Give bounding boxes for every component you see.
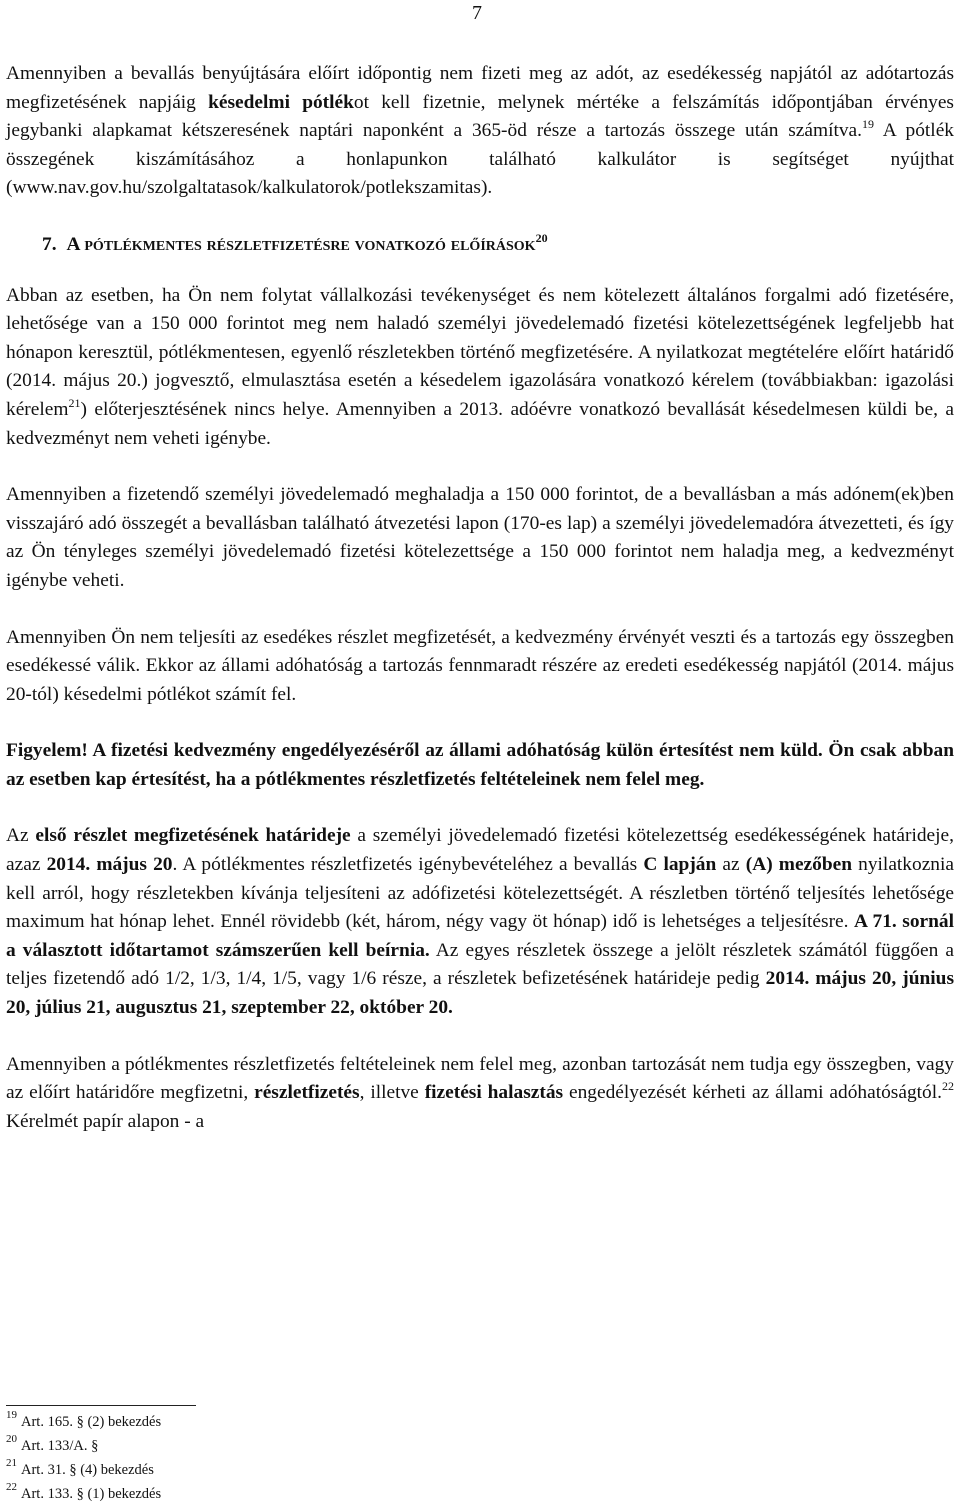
footnote-ref-21: 21: [68, 395, 81, 410]
p1-text-a: Amennyiben a bevallás benyújtására előírt időpontig nem fizeti meg az adót, az esedékesség napjától az adótartozás megfizetésének napjáig: [6, 63, 954, 113]
p7-text-e: engedélyezését kérheti az állami adóhatóságtól.: [563, 1082, 942, 1104]
document-body: [6, 60, 954, 1164]
footnote-number: 19: [6, 1409, 17, 1421]
footnote-separator: [6, 1405, 196, 1406]
p1-text-d: A pótlék összegének kiszámításához a honlapunkon található kalkulátor is segítséget nyújthat (www.nav.gov.hu/szolgaltatasok/kalkulatorok/potlekszamitas).: [6, 120, 954, 199]
p6-text-a: Az: [6, 825, 36, 847]
page-number: 7: [472, 2, 482, 24]
footnote-text: Art. 133. § (1) bekezdés: [21, 1486, 162, 1502]
warning-text: Figyelem! A fizetési kedvezmény engedélyezéséről az állami adóhatóság külön értesítést nem küld. Ön csak abban az esetben kap értesítést, ha a pótlékmentes részletfizetés feltételeinek nem felel meg.: [6, 740, 954, 790]
footnote-ref-22: 22: [941, 1079, 954, 1094]
p6-bold-d: 2014. május 20: [46, 854, 173, 876]
p6-text-g: az: [716, 854, 746, 876]
p2-text-a: Abban az esetben, ha Ön nem folytat vállalkozási tevékenységet és nem kötelezett általános forgalmi adó fizetésére, lehetősége van a 150 000 forintot meg nem haladó személyi jövedelemadó fizetési kötelezettségének legfeljebb hat hónapon keresztül, pótlékmentesen, egyenlő részletekben történő megfizetésére. A nyilatkozat megtételére előírt határidő (2014. május 20.) jogvesztő, elmulasztása esetén a késedelem igazolására vonatkozó kérelem (továbbiakban: igazolási kérelem: [6, 284, 954, 420]
paragraph-alternatives: [6, 1051, 954, 1137]
footnote-number: 21: [6, 1457, 17, 1469]
footnote-ref-19: 19: [862, 117, 875, 132]
p6-bold-l: 2014. május 20, június 20, július 21, augusztus 21, szeptember 22, október 20.: [6, 968, 954, 1019]
p7-text-f: Kérelmét papír alapon - a: [6, 1110, 205, 1132]
p6-text-k: Az egyes részletek összege a jelölt részletek számától függően a teljes fizetendő adó 1/2, 1/3, 1/4, 1/5, vagy 1/6 része, a részletek befizetésének határideje pedig: [6, 939, 954, 990]
paragraph-first-installment: [6, 822, 954, 1022]
section-heading: [42, 231, 954, 260]
paragraph-missed-installment: Amennyiben Ön nem teljesíti az esedékes részlet megfizetését, a kedvezmény érvényét veszti és a tartozás egy összegben esedékessé válik. Ekkor az állami adóhatóság a tartozás fennmaradt részére az eredeti esedékesség napjától (2014. május 20-tól) késedelmi pótlékot számít fel.: [6, 626, 954, 705]
footnote-text: Art. 165. § (2) bekezdés: [21, 1414, 162, 1430]
p6-text-e: . A pótlékmentes részletfizetés igénybevételéhez a bevallás: [172, 854, 644, 876]
paragraph-warning: [6, 737, 954, 794]
p6-text-c: a személyi jövedelemadó fizetési kötelezettség esedékességének határideje, azaz: [6, 825, 954, 876]
section-number: 7.: [42, 233, 57, 255]
p1-bold-late-fee: késedelmi pótlék: [208, 91, 354, 113]
p6-bold-b: első részlet megfizetésének határideje: [35, 825, 351, 847]
footnote-19: [6, 1410, 406, 1434]
footnote-ref-20: 20: [535, 230, 548, 245]
footnote-text: Art. 133/A. §: [21, 1438, 99, 1454]
footnote-22: [6, 1482, 406, 1506]
footnote-number: 20: [6, 1433, 17, 1445]
footnote-number: 22: [6, 1481, 17, 1493]
p6-bold-h: (A) mezőben: [745, 854, 853, 876]
p7-bold-b: részletfizetés: [254, 1082, 360, 1104]
paragraph-installment-conditions: [6, 282, 954, 454]
p7-text-c: , illetve: [359, 1082, 425, 1104]
p1-text-c: ot kell fizetnie, melynek mértéke a felszámítás időpontjában érvényes jegybanki alapkamat kétszeresének naptári naponként a 365-öd része a tartozás összege után számítva.: [6, 91, 954, 142]
section-title: A pótlékmentes részletfizetésre vonatkozó előírások: [66, 233, 536, 255]
p6-bold-f: C lapján: [643, 854, 717, 876]
footnote-20: [6, 1434, 406, 1458]
footnotes: [6, 1410, 406, 1506]
footnote-text: Art. 31. § (4) bekezdés: [21, 1462, 154, 1478]
p7-text-a: Amennyiben a pótlékmentes részletfizetés feltételeinek nem felel meg, azonban tartozását nem tudja egy összegben, vagy az előírt határidőre megfizetni,: [6, 1053, 954, 1104]
p2-text-b: ) előterjesztésének nincs helye. Amennyiben a 2013. adóévre vonatkozó bevallását késedelmesen küldi be, a kedvezményt nem veheti igénybe.: [6, 398, 954, 449]
paragraph-over-threshold: Amennyiben a fizetendő személyi jövedelemadó meghaladja a 150 000 forintot, de a bevallásban a más adónem(ek)ben visszajáró adó összegét a bevallásban található átvezetési lapon (170-es lap) a személyi jövedelemadóra átvezetteti, és így az Ön tényleges személyi jövedelemadó fizetési kötelezettsége a 150 000 forintot nem haladja meg, a kedvezményt igénybe veheti.: [6, 484, 954, 591]
paragraph-late-payment: [6, 60, 954, 203]
p6-bold-j: A 71. sornál a választott időtartamot számszerűen kell beírnia.: [6, 911, 954, 961]
p6-text-i: nyilatkoznia kell arról, hogy részletekben kívánja teljesíteni az adófizetési kötelezettségét. A részletben történő teljesítés lehetősége maximum hat hónap lehet. Ennél rövidebb (két, három, négy vagy öt hónap) idő is lehetséges a teljesítésre.: [6, 854, 954, 933]
footnote-21: [6, 1458, 406, 1482]
p7-bold-d: fizetési halasztás: [424, 1082, 564, 1104]
